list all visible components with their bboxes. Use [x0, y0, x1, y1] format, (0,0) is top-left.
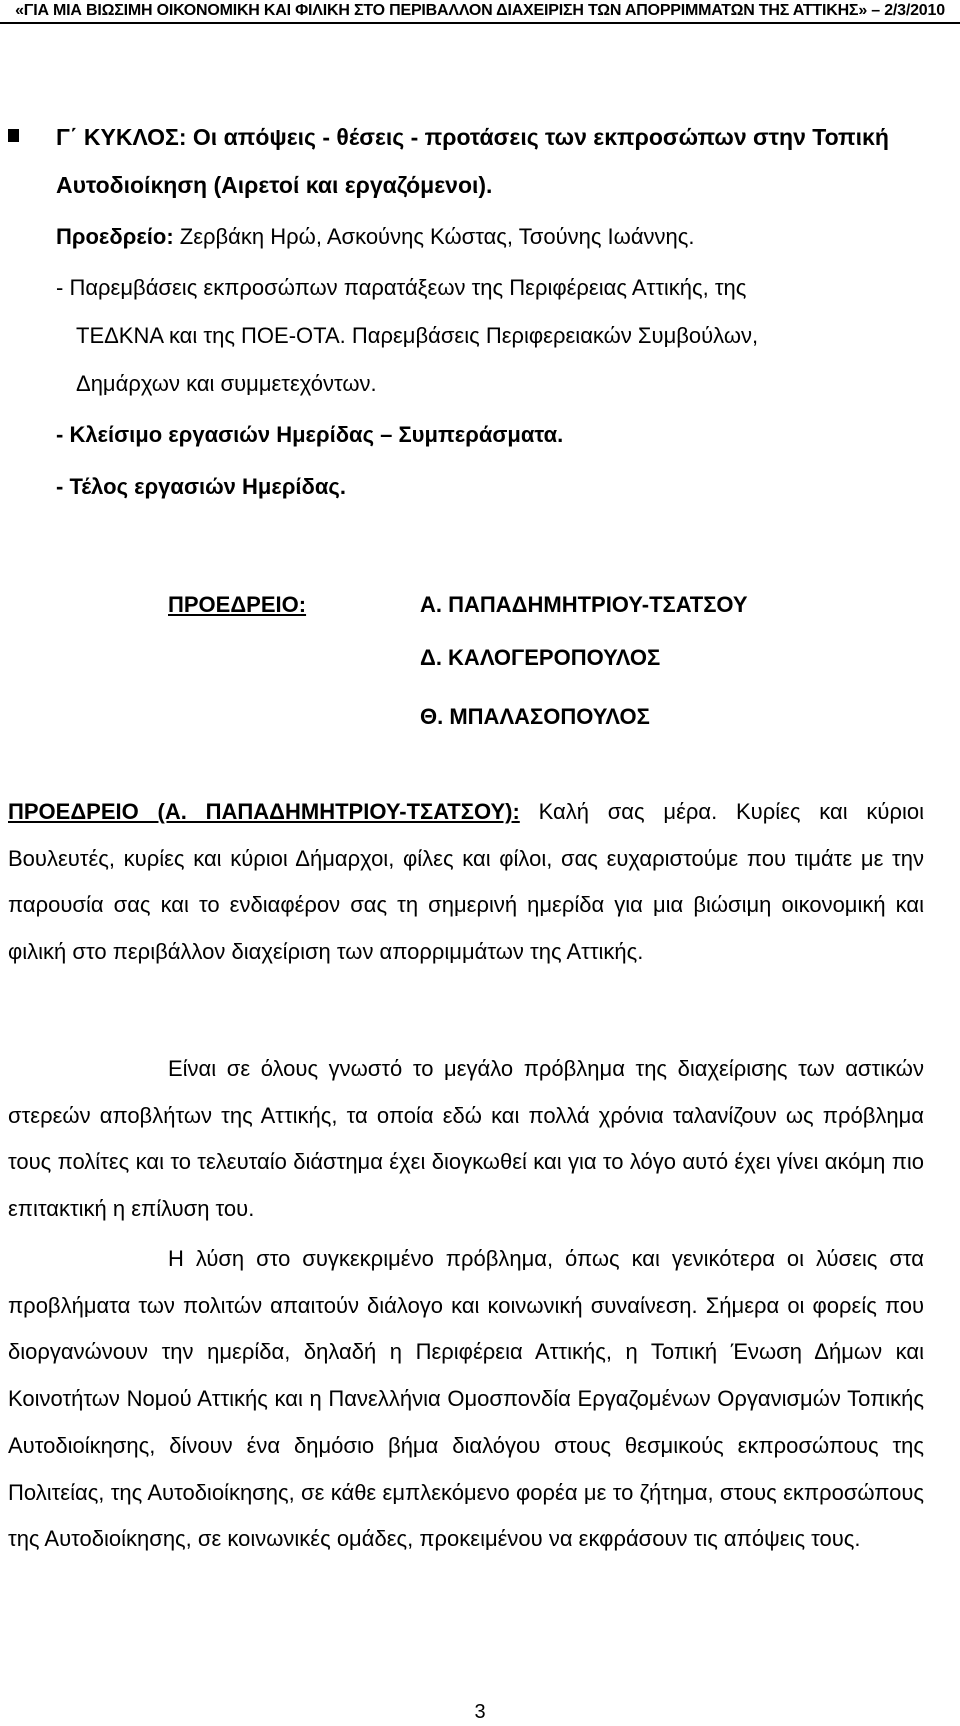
presidium-line: [56, 222, 695, 252]
running-header: «ΓΙΑ ΜΙΑ ΒΙΩΣΙΜΗ ΟΙΚΟΝΟΜΙΚΗ ΚΑΙ ΦΙΛΙΚΗ ΣΤΟ ΠΕΡΙΒΑΛΛΟΝ ΔΙΑΧΕΙΡΙΣΗ ΤΩΝ ΑΠΟΡΡΙΜΜΑΤΩΝ ΤΗΣ ΑΤΤΙΚΗΣ» – 2/3/2010: [0, 1, 960, 24]
presidium-heading: ΠΡΟΕΔΡΕΙΟ:: [168, 592, 307, 617]
page-number: 3: [474, 1701, 486, 1723]
presidium-member-2: Δ. ΚΑΛΟΓΕΡΟΠΟΥΛΟΣ: [420, 645, 661, 670]
presidium-member-1: Α. ΠΑΠΑΔΗΜΗΤΡΙΟΥ-ΤΣΑΤΣΟΥ: [420, 592, 748, 617]
presidium-names: Ζερβάκη Ηρώ, Ασκούνης Κώστας, Τσούνης Ιωάννης.: [173, 224, 695, 249]
speech-paragraph-2: Είναι σε όλους γνωστό το μεγάλο πρόβλημα της διαχείρισης των αστικών στερεών αποβλήτων της Αττικής, τα οποία εδώ και πολλά χρόνια ταλανίζουν ως πρόβλημα τους πολίτες και το τελευταίο διάστημα έχει διογκωθεί και για το λόγο αυτό έχει γίνει ακόμη πιο επιτακτική η επίλυση του.: [8, 1056, 924, 1222]
bullet-square-icon: [8, 129, 19, 142]
section-title: Γ΄ ΚΥΚΛΟΣ: Οι απόψεις - θέσεις - προτάσεις των εκπροσώπων στην Τοπική Αυτοδιοίκηση (Αιρετοί και εργαζόμενοι).: [56, 124, 889, 198]
agenda-item-1-line-3: Δημάρχων και συμμετεχόντων.: [76, 371, 377, 396]
agenda-item-2: - Κλείσιμο εργασιών Ημερίδας – Συμπεράσματα.: [56, 422, 564, 447]
speech-paragraph-3: Η λύση στο συγκεκριμένο πρόβλημα, όπως και γενικότερα οι λύσεις στα προβλήματα των πολιτών απαιτούν διάλογο και κοινωνική συναίνεση. Σήμερα οι φορείς που διοργανώνουν την ημερίδα, δηλαδή η Περιφέρεια Αττικής, η Τοπική Ένωση Δήμων και Κοινοτήτων Νομού Αττικής και η Πανελλήνια Ομοσπονδία Εργαζομένων Οργανισμών Τοπικής Αυτοδιοίκησης, δίνουν ένα δημόσιο βήμα διαλόγου στους θεσμικούς εκπροσώπους της Πολιτείας, της Αυτοδιοίκησης, σε κάθε εμπλεκόμενο φορέα με το ζήτημα, στους εκπροσώπους της Αυτοδιοίκησης, σε κοινωνικές ομάδες, προκειμένου να εκφράσουν τις απόψεις τους.: [8, 1246, 924, 1552]
presidium-member-3: Θ. ΜΠΑΛΑΣΟΠΟΥΛΟΣ: [420, 704, 650, 729]
paragraph-1-text: Καλή σας μέρα. Κυρίες και κύριοι Βουλευτές, κυρίες και κύριοι Δήμαρχοι, φίλες και φίλοι, σας ευχαριστούμε που τιμάτε με την παρουσία σας και το ενδιαφέρον σας τη σημερινή ημερίδα για μια βιώσιμη οικονομική και φιλική στο περιβάλλον διαχείριση των απορριμμάτων της Αττικής.: [8, 799, 924, 965]
agenda-item-1-line-1: - Παρεμβάσεις εκπροσώπων παρατάξεων της Περιφέρειας Αττικής, της: [56, 275, 747, 300]
agenda-item-3: - Τέλος εργασιών Ημερίδας.: [56, 474, 346, 499]
speaker-label: ΠΡΟΕΔΡΕΙΟ (Α. ΠΑΠΑΔΗΜΗΤΡΙΟΥ-ΤΣΑΤΣΟΥ):: [8, 799, 520, 824]
agenda-item-1-line-2: ΤΕΔΚΝΑ και της ΠΟΕ-ΟΤΑ. Παρεμβάσεις Περιφερειακών Συμβούλων,: [76, 323, 759, 348]
speech-paragraph-1: [8, 789, 924, 976]
presidium-label: Προεδρείο:: [56, 224, 174, 249]
